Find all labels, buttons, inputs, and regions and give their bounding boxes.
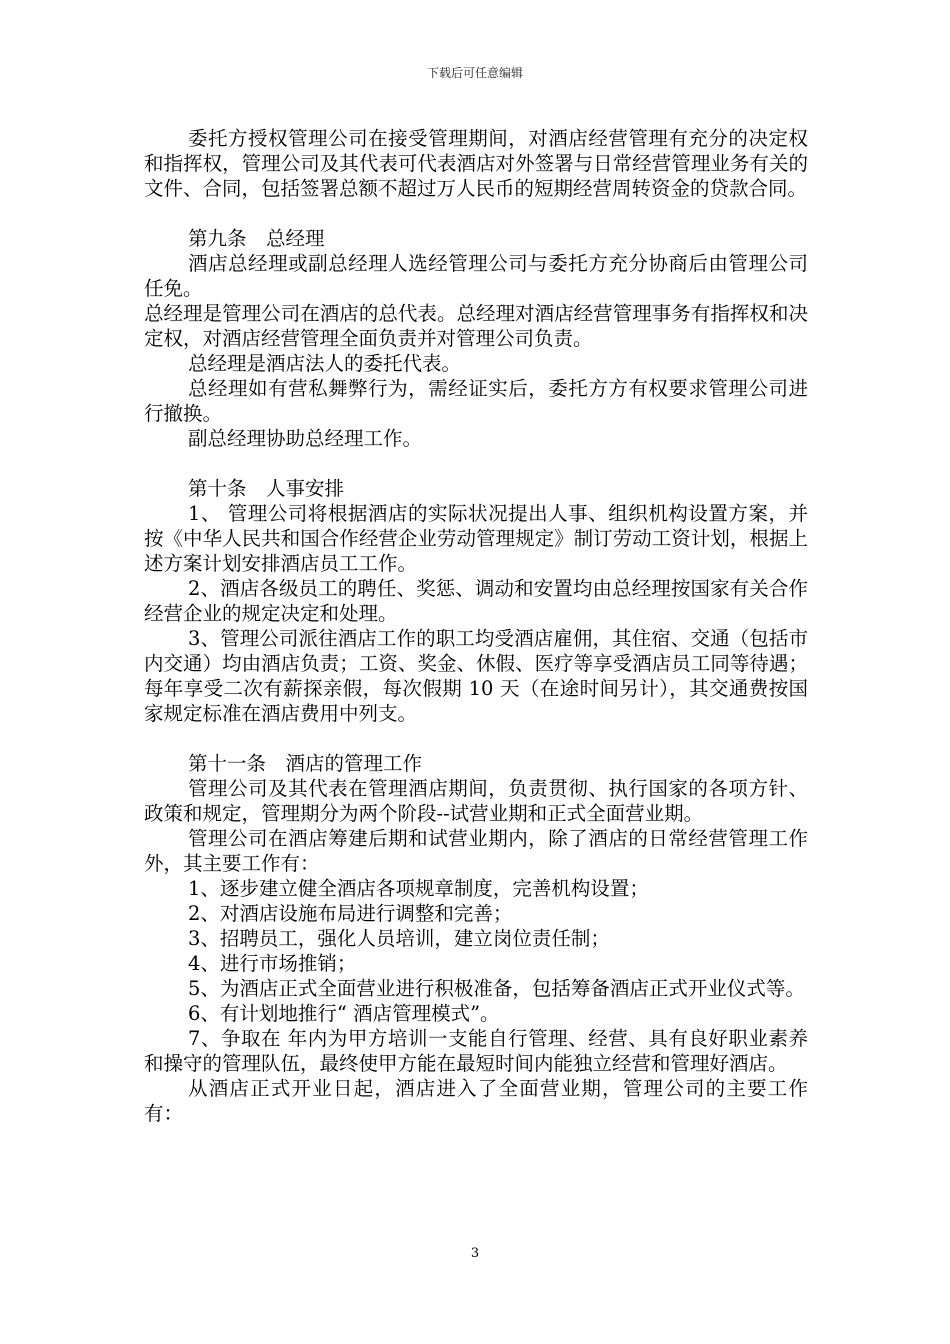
list-item: 1、 管理公司将根据酒店的实际状况提出人事、组织机构设置方案，并按《中华人民共和国合作经营企业劳动管理规定》制订劳动工资计划，根据上述方案计划安排酒店员工工作。 <box>144 502 808 575</box>
list-item: 1、逐步建立健全酒店各项规章制度，完善机构设置； <box>188 877 649 900</box>
list-item: 3、管理公司派往酒店工作的职工均受酒店雇佣，其住宿、交通（包括市内交通）均由酒店负责；工资、奖金、休假、医疗等享受酒店员工同等待遇；每年享受二次有薪探亲假，每次假期 10 天（在途时间另计），其交通费按国家规定标准在酒店费用中列支。 <box>144 627 808 725</box>
paragraph: 管理公司在酒店筹建后期和试营业期内，除了酒店的日常经营管理工作外，其主要工作有： <box>144 827 808 875</box>
list-item: 5、为酒店正式全面营业进行积极准备，包括筹备酒店正式开业仪式等。 <box>188 977 805 1000</box>
paragraph-gap <box>144 451 808 476</box>
paragraph-gap <box>144 201 808 226</box>
paragraph-gap <box>144 726 808 751</box>
section-heading-10: 第十条 人事安排 <box>188 477 345 500</box>
paragraph: 总经理是管理公司在酒店的总代表。总经理对酒店经营管理事务有指挥权和决定权，对酒店经营管理全面负责并对管理公司负责。 <box>144 302 808 350</box>
paragraph: 从酒店正式开业日起，酒店进入了全面营业期，管理公司的主要工作有： <box>144 1077 808 1125</box>
page-header: 下载后可任意编辑 <box>426 66 523 80</box>
list-item: 3、招聘员工，强化人员培训，建立岗位责任制； <box>188 927 610 950</box>
paragraph: 委托方授权管理公司在接受管理期间，对酒店经营管理有充分的决定权和指挥权，管理公司及其代表可代表酒店对外签署与日常经营管理业务有关的文件、合同，包括签署总额不超过万人民币的短期经营周转资金的贷款合同。 <box>144 127 808 200</box>
list-item: 2、酒店各级员工的聘任、奖惩、调动和安置均由总经理按国家有关合作经营企业的规定决定和处理。 <box>144 577 808 625</box>
page-number: 3 <box>470 1246 480 1261</box>
section-heading-9: 第九条 总经理 <box>188 227 325 250</box>
document-body <box>144 126 808 1126</box>
list-item: 6、有计划地推行“ 酒店管理模式”。 <box>188 1002 500 1025</box>
section-heading-11: 第十一条 酒店的管理工作 <box>188 752 423 775</box>
paragraph: 副总经理协助总经理工作。 <box>188 427 423 450</box>
list-item: 2、对酒店设施布局进行调整和完善； <box>188 902 513 925</box>
list-item: 4、进行市场推销； <box>188 952 357 975</box>
list-item: 7、争取在 年内为甲方培训一支能自行管理、经营、具有良好职业素养和操守的管理队伍，最终使甲方能在最短时间内能独立经营和管理好酒店。 <box>144 1027 808 1075</box>
paragraph: 管理公司及其代表在管理酒店期间，负责贯彻、执行国家的各项方针、政策和规定，管理期分为两个阶段--试营业期和正式全面营业期。 <box>144 777 808 825</box>
paragraph: 总经理是酒店法人的委托代表。 <box>188 352 462 375</box>
paragraph: 酒店总经理或副总经理人选经管理公司与委托方充分协商后由管理公司任免。 <box>144 252 808 300</box>
paragraph: 总经理如有营私舞弊行为，需经证实后，委托方方有权要求管理公司进行撤换。 <box>144 377 808 425</box>
